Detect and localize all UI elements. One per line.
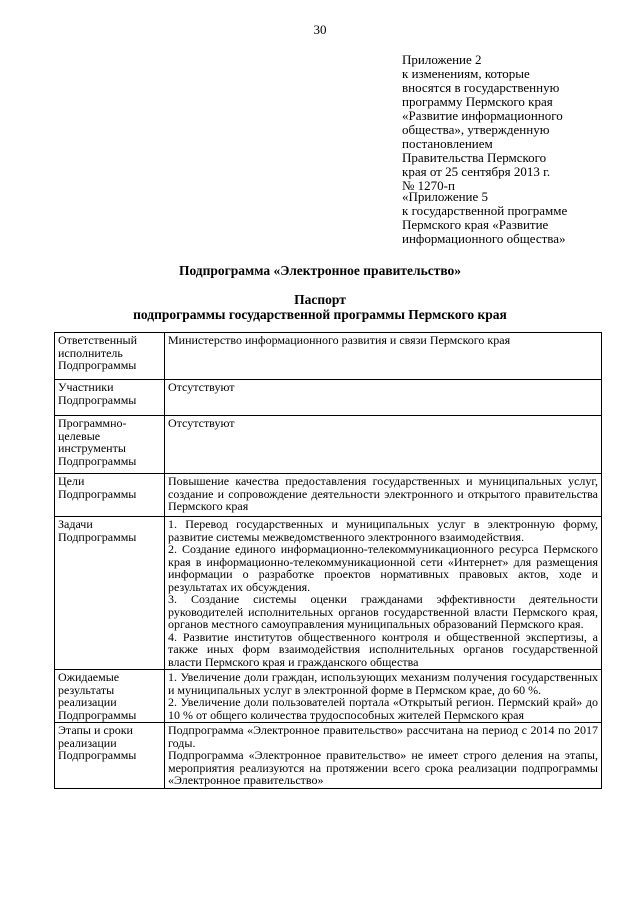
row-value [165,517,602,670]
table-row [55,380,602,416]
appendix-2-line: к изменениям, которые [402,66,530,81]
table-row [55,517,602,670]
passport-subtitle: подпрограммы государственной программы Пермского края [133,307,507,322]
stage-item: Подпрограмма «Электронное правительство» не имеет строго деления на этапы, мероприятия реализуются на протяжении всего срока реализации подпрограммы «Электронное правительство» [168,748,598,787]
appendix-5-line: Пермского края «Развитие [402,217,549,232]
row-value: Повышение качества предоставления государственных и муниципальных услуг, создание и сопровождение деятельности электронного и открытого правительства Пермского края [165,474,602,517]
appendix-2-line: постановлением [402,136,493,151]
page-number: 30 [313,22,327,37]
row-label: Программно-целевые инструменты Подпрограммы [55,416,165,474]
passport-title: Паспорт [294,292,346,307]
task-item: 4. Развитие институтов общественного контроля и общественной экспертизы, а также иных форм взаимодействия исполнительных органов государственной власти Пермского края и гражданского общества [168,629,598,669]
appendix-2-line: Правительства Пермского [402,150,547,165]
row-label: Участники Подпрограммы [55,380,165,416]
appendix-5-block [402,190,617,246]
row-value: Министерство информационного развития и связи Пермского края [165,333,602,380]
appendix-2-line: края от 25 сентября 2013 г. [402,164,551,179]
row-label: Этапы и сроки реализации Подпрограммы [55,723,165,789]
appendix-2-line: общества», утвержденную [402,122,550,137]
row-label: Ожидаемые результаты реализации Подпрограммы [55,670,165,723]
appendix-5-line: к государственной программе [402,203,568,218]
row-value [165,723,602,789]
result-item: 1. Увеличение доли граждан, использующих механизм получения государственных и муниципальных услуг в электронной форме в Пермском крае, до 60 %. [168,670,598,697]
appendix-2-line: программу Пермского края [402,94,553,109]
task-item: 3. Создание системы оценки гражданами эффективности деятельности руководителей исполнительных органов государственной власти Пермского края, органов местного самоуправления муниципальных образований Пермского края. [168,592,598,631]
row-value: Отсутствуют [165,416,602,474]
task-item: 2. Создание единого информационно-телекоммуникационного ресурса Пермского края в информационно-телекоммуникационной сети «Интернет» для размещения информации о разработке проектов нормативных правовых актов, ходе и результатах их обсуждения. [168,542,598,594]
row-label: Цели Подпрограммы [55,474,165,517]
appendix-5-line: «Приложение 5 [402,189,489,204]
subprogram-title: Подпрограмма «Электронное правительство» [178,263,462,278]
table-row [55,670,602,723]
result-item: 2. Увеличение доли пользователей портала «Открытый регион. Пермский край» до 10 % от общего количества трудоспособных жителей Пермского края [168,695,598,722]
row-label: Задачи Подпрограммы [55,517,165,670]
table-row [55,723,602,789]
appendix-2-line: вносятся в государственную [402,80,560,95]
appendix-2-line: Приложение 2 [402,52,482,67]
appendix-2-line: «Развитие информационного [402,108,563,123]
row-label: Ответственный исполнитель Подпрограммы [55,333,165,380]
task-item: 1. Перевод государственных и муниципальных услуг в электронную форму, развитие системы межведомственного электронного взаимодействия. [168,517,598,544]
row-value [165,670,602,723]
appendix-5-line: информационного общества» [402,231,566,246]
appendix-2-line: № 1270-п [402,178,455,193]
passport-heading [0,292,640,322]
passport-table [54,332,602,789]
row-value: Отсутствуют [165,380,602,416]
appendix-2-block [402,53,617,193]
table-row [55,474,602,517]
table-row [55,416,602,474]
table-row [55,333,602,380]
stage-item: Подпрограмма «Электронное правительство» рассчитана на период с 2014 по 2017 годы. [168,723,598,750]
